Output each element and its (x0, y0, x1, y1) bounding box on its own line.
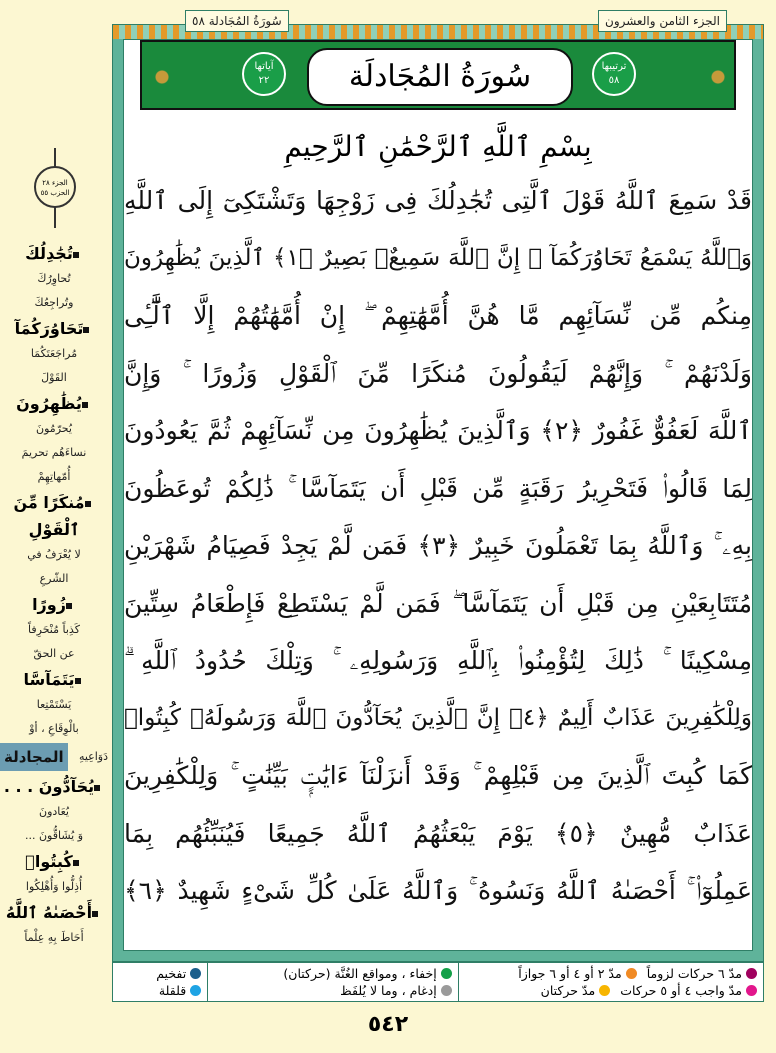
glossary-gloss: بالْوِقَاعِ ، أوْ (29, 722, 79, 735)
glossary-word (0, 390, 108, 417)
juz-name-tab: الجزء الثامن والعشرون (598, 10, 727, 32)
verse-line: لِمَا قَالُوا۟ فَتَحْرِيرُ رَقَبَةٍ مِّن قَبْلِ أَن يَتَمَآسَّا ۚ ذَٰلِكُمْ تُوعَظُونَ (124, 473, 752, 503)
glossary-gloss: نساءَهُم تحريمَ (21, 446, 87, 459)
color-dot-icon (599, 985, 610, 996)
ayat-label: آياتها (254, 61, 274, 72)
hizb-label: الحزب ٥٥ (40, 189, 70, 197)
glossary-gloss-row-with-tab (0, 743, 108, 771)
ayat-count: ٢٢ (258, 75, 270, 86)
surah-title: سُورَةُ المُجَادلَة (307, 48, 573, 106)
glossary-word (0, 591, 108, 618)
basmala: بِسْمِ ٱللَّهِ ٱلرَّحْمَٰنِ ٱلرَّحِيمِ (284, 130, 592, 163)
color-dot-icon (441, 985, 452, 996)
glossary-gloss: أُذِلُّوا وَأُهْلِكُوا (25, 880, 83, 893)
order-label: ترتيبها (601, 61, 627, 72)
glossary-word-text: زُورًا (32, 595, 66, 614)
ayat-count-badge (242, 52, 286, 96)
legend-label: قلقلة (158, 983, 187, 998)
glossary-word-text: تَحَاوُرَكُمَآ (14, 319, 84, 338)
verse-line: كَمَا كُبِتَ ٱلَّذِينَ مِن قَبْلِهِمْ ۚ وَقَدْ أَنزَلْنَآ ءَايَٰتٍۭ بَيِّنَٰتٍ ۚ وَلِلْكَٰفِرِينَ (124, 761, 752, 790)
bullet-icon (92, 911, 98, 917)
legend-item (119, 983, 201, 998)
glossary-gloss: الشّرعِ (39, 572, 69, 585)
legend-label: إخفاء ، ومواقع الغُنَّة (حركتان) (283, 966, 437, 981)
legend-label: تفخيم (156, 966, 187, 981)
glossary-gloss: أَحَاطَ بِهِ عِلْماً (24, 931, 84, 944)
verse-line: قَدْ سَمِعَ ٱللَّهُ قَوْلَ ٱلَّتِى تُجَٰدِلُكَ فِى زَوْجِهَا وَتَشْتَكِىٓ إِلَى ٱللَّهِ (124, 186, 752, 215)
legend-column-madd (458, 963, 763, 1001)
glossary-gloss: عن الحقّ (33, 647, 75, 660)
juz-label: الجزء ٢٨ (42, 179, 68, 187)
legend-item (214, 966, 452, 981)
glossary-word (0, 240, 108, 267)
glossary-word (0, 315, 108, 342)
surah-header (140, 40, 736, 110)
order-number: ٥٨ (608, 75, 620, 86)
legend-item (119, 966, 201, 981)
glossary-word-text: تُجَٰدِلُكَ (25, 244, 73, 263)
glossary-word-text: مُنكَرًا مِّنَ ٱلْقَوْلِ (13, 493, 85, 539)
glossary-word (0, 848, 108, 875)
verse-line: عَمِلُوٓا۟ ۚ أَحْصَىٰهُ ٱللَّهُ وَنَسُوهُ ۚ وَٱللَّهُ عَلَىٰ كُلِّ شَىْءٍ شَهِيدٌ ﴿٦﴾ (124, 876, 752, 905)
glossary-gloss: يَسْتَمْتِعا (36, 698, 72, 711)
legend-item (541, 983, 611, 998)
legend-column-tafkhim (113, 963, 207, 1001)
legend-item (620, 983, 757, 998)
glossary-gloss: لا يُعْرَفُ في (27, 548, 81, 561)
surah-name-tab: سُورَةُ المُجَادلة ٥٨ (185, 10, 289, 32)
color-dot-icon (190, 985, 201, 996)
legend-label: مدّ ٢ أو ٤ أو ٦ جوازاً (518, 966, 622, 981)
verse-line: مُتَتَابِعَيْنِ مِن قَبْلِ أَن يَتَمَآسَّا ۖ فَمَن لَّمْ يَسْتَطِعْ فَإِطْعَامُ سِتِّينَ (124, 588, 752, 618)
glossary-gloss: يُحرّمُونَ (36, 422, 72, 435)
bullet-icon (83, 327, 89, 333)
legend-label: إدغام ، وما لا يُلفَظ (340, 983, 437, 998)
verse-line: مِسْكِينًا ۚ ذَٰلِكَ لِتُؤْمِنُوا۟ بِٱللَّهِ وَرَسُولِهِۦ ۚ وَتِلْكَ حُدُودُ ٱللَّهِ ۗ (124, 646, 752, 675)
legend-column-ghunna (207, 963, 458, 1001)
bullet-icon (85, 501, 91, 507)
glossary-gloss: وتُراجِعُكَ (34, 296, 74, 309)
bullet-icon (73, 860, 79, 866)
color-dot-icon (441, 968, 452, 979)
bullet-icon (66, 603, 72, 609)
glossary-gloss: يُعَادونَ (38, 805, 69, 818)
verse-line: بِهِۦ ۚ وَٱللَّهُ بِمَا تَعْمَلُونَ خَبِيرٌ ﴿٣﴾ فَمَن لَّمْ يَجِدْ فَصِيَامُ شَهْرَيْنِ (124, 531, 752, 560)
bullet-icon (75, 678, 81, 684)
glossary-gloss: أُمّهاتِهِمْ (37, 470, 71, 483)
glossary-word (0, 899, 108, 926)
glossary-gloss: تُحاوِرُكَ (37, 272, 71, 285)
verse-line: وَٱللَّهُ يَسْمَعُ تَحَاوُرَكُمَآ ۚ إِنَّ ٱللَّهَ سَمِيعٌۢ بَصِيرٌ ﴿١﴾ ٱلَّذِينَ يُظَٰهِرُونَ (124, 244, 753, 271)
page-number: ٥٤٢ (367, 1012, 409, 1037)
legend-item (647, 966, 757, 981)
hizb-ornament-icon (34, 166, 76, 208)
glossary-gloss: كَذِباً مُنْحَرِفاً (28, 623, 80, 636)
bullet-icon (94, 785, 100, 791)
bullet-icon (73, 252, 79, 258)
color-dot-icon (746, 968, 757, 979)
surah-side-tab[interactable]: المجادلة (0, 743, 68, 771)
glossary-gloss: دَوَاعِيهِ (78, 750, 108, 763)
glossary-gloss: وَ يُشَاقُّونَ ... (24, 829, 84, 842)
bullet-icon (82, 402, 88, 408)
legend-label: مدّ حركتان (540, 983, 596, 998)
glossary-word-text: يُظَٰهِرُونَ (16, 394, 82, 413)
verse-line: مِنكُم مِّن نِّسَآئِهِم مَّا هُنَّ أُمَّهَٰتِهِمْ ۖ إِنْ أُمَّهَٰتُهُمْ إِلَّا ٱلَّٰٓـِٔى (124, 301, 752, 330)
legend-label: مدّ ٦ حركات لزوماً (646, 966, 742, 981)
color-dot-icon (626, 968, 637, 979)
glossary-word-text: يُحَآدُّونَ . . . (3, 777, 95, 796)
tajweed-legend (112, 962, 764, 1002)
glossary-word-text: كُبِتُوا۟ (25, 852, 73, 871)
legend-item (214, 983, 452, 998)
glossary-word (0, 489, 108, 543)
glossary-sidebar (0, 240, 108, 950)
glossary-word-text: أَحْصَىٰهُ ٱللَّهُ (5, 903, 93, 922)
verse-line: وَلِلْكَٰفِرِينَ عَذَابٌ أَلِيمٌ ﴿٤﴾ إِنَّ ٱلَّذِينَ يُحَآدُّونَ ٱللَّهَ وَرَسُولَهُۥ كُبِتُوا۟ (124, 704, 753, 731)
glossary-word (0, 773, 108, 800)
surah-order-badge (592, 52, 636, 96)
hizb-marker (30, 148, 80, 228)
verse-line: وَلَدْنَهُمْ ۚ وَإِنَّهُمْ لَيَقُولُونَ مُنكَرًا مِّنَ ٱلْقَوْلِ وَزُورًا ۚ وَإِنَّ (124, 358, 752, 388)
glossary-gloss: مُراجَعَتَكُمَا (30, 347, 78, 360)
verse-line: ٱللَّهَ لَعَفُوٌّ غَفُورٌ ﴿٢﴾ وَٱلَّذِينَ يُظَٰهِرُونَ مِن نِّسَآئِهِمْ ثُمَّ يَعُودُونَ (124, 416, 752, 445)
legend-label: مدّ واجب ٤ أو ٥ حركات (620, 983, 742, 998)
glossary-gloss: القَوْلَ (41, 371, 67, 384)
glossary-word (0, 666, 108, 693)
glossary-word-text: يَتَمَآسَّا (23, 670, 75, 689)
color-dot-icon (746, 985, 757, 996)
verse-line: عَذَابٌ مُّهِينٌ ﴿٥﴾ يَوْمَ يَبْعَثُهُمُ ٱللَّهُ جَمِيعًا فَيُنَبِّئُهُم بِمَا (124, 818, 752, 848)
color-dot-icon (190, 968, 201, 979)
legend-item (518, 966, 636, 981)
verse-text (124, 172, 752, 920)
